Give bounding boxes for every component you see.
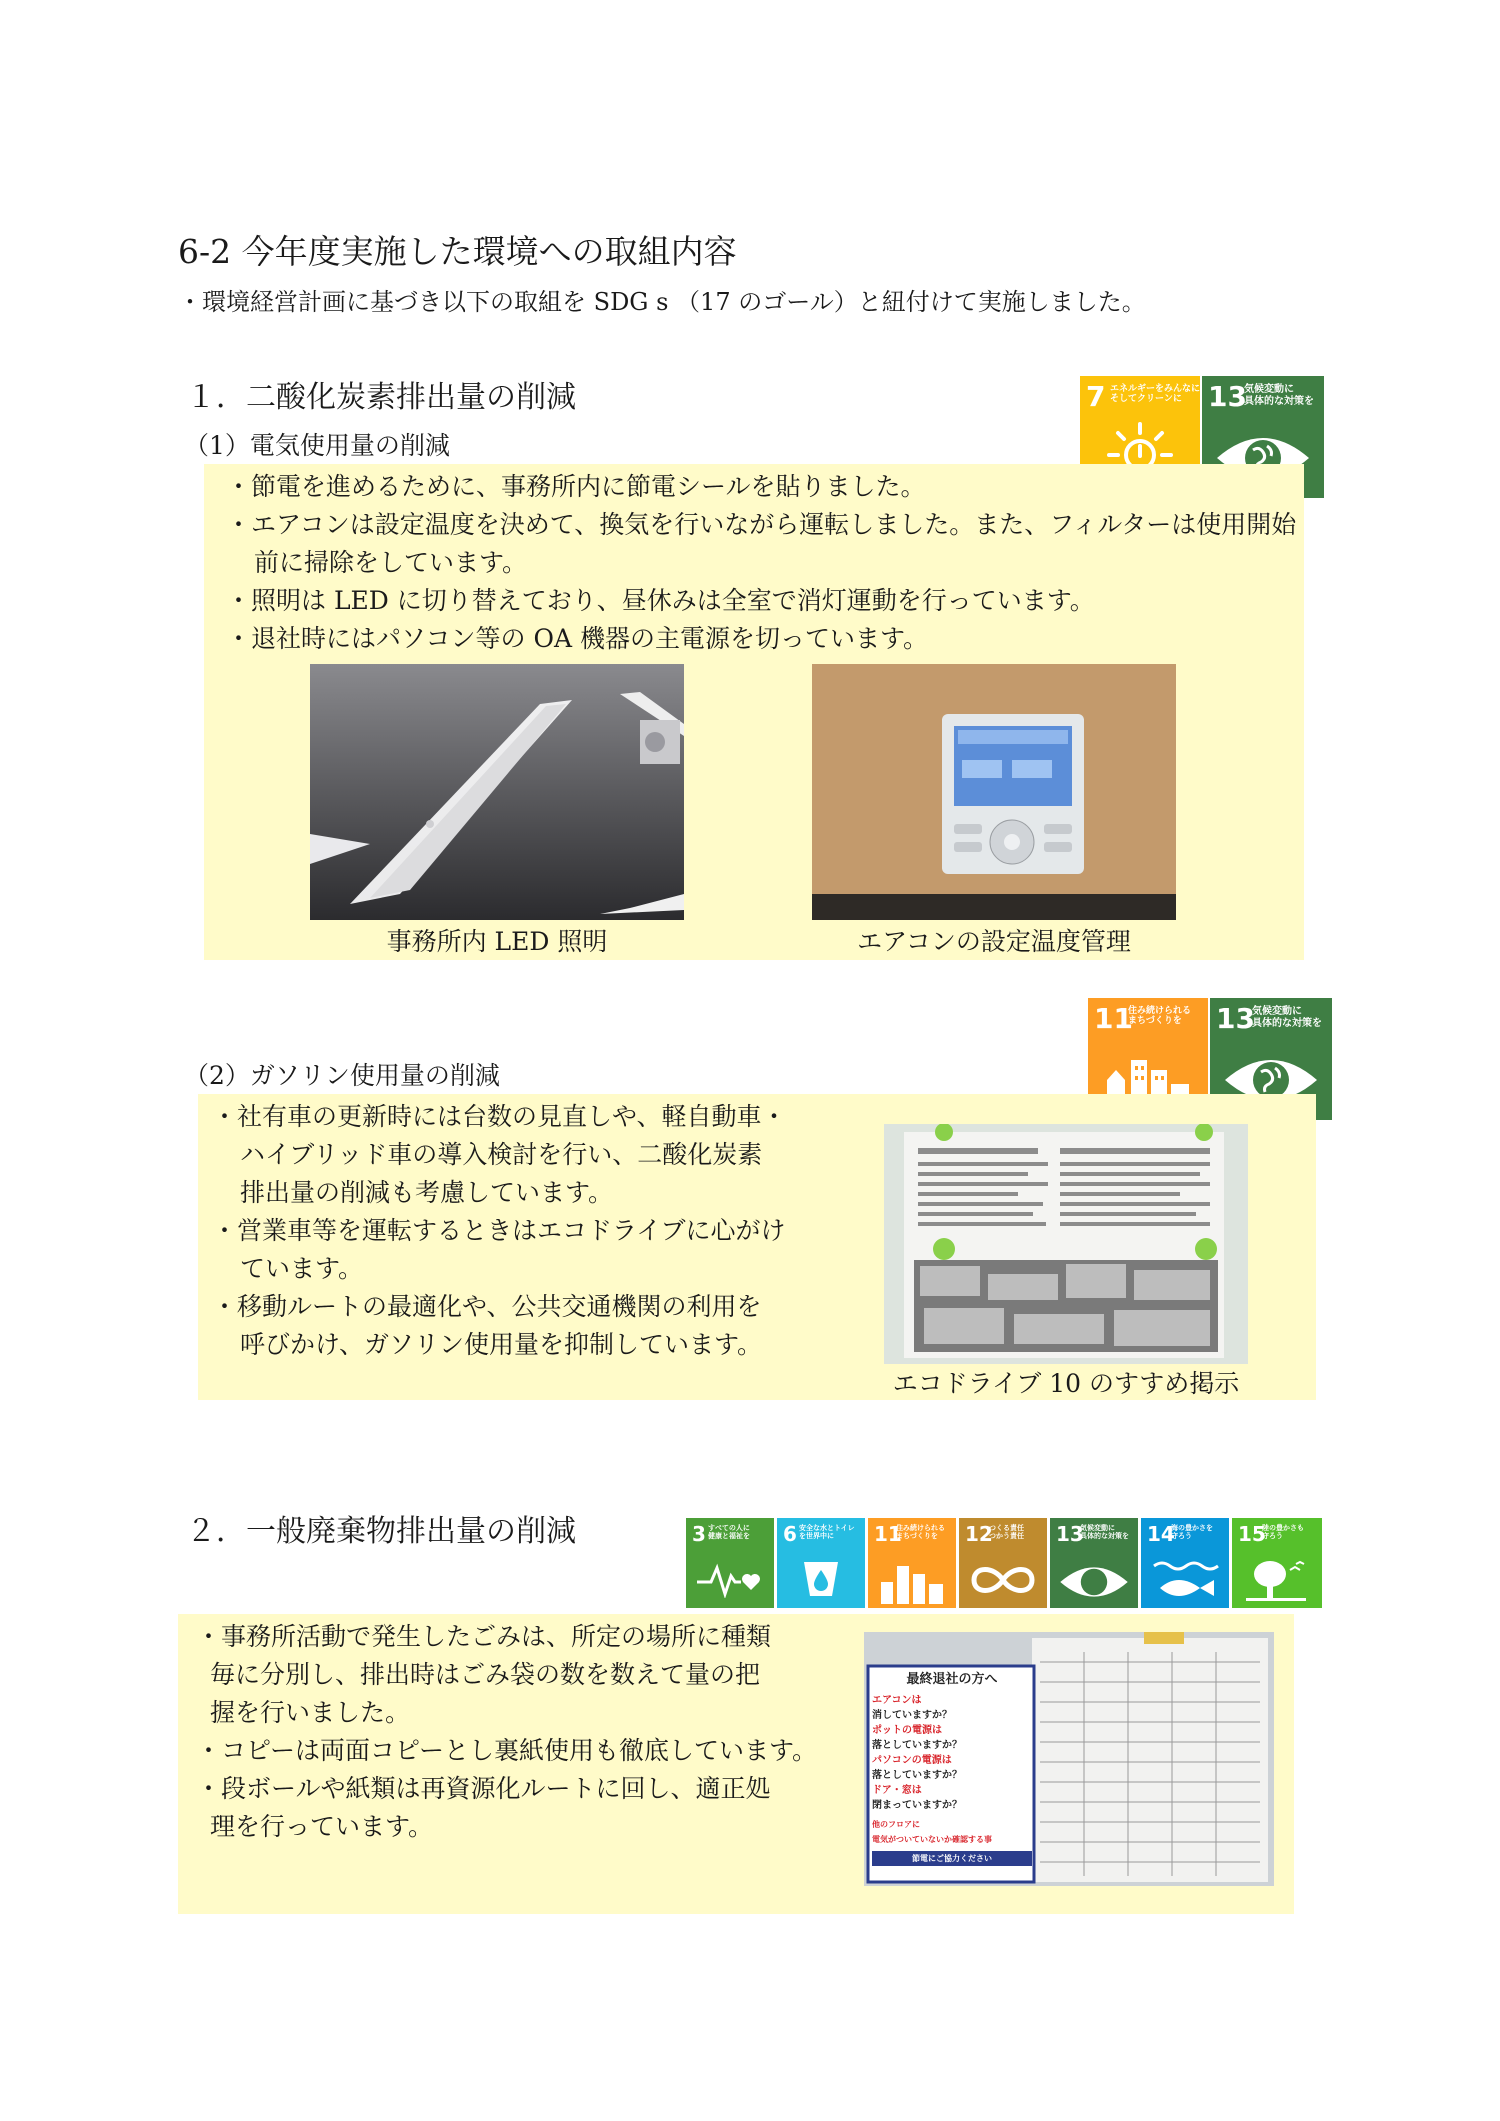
sdg-tile-6: 6 安全な水とトイレ を世界中に [777, 1518, 865, 1608]
heartbeat-icon [695, 1562, 765, 1598]
earth-eye-icon [1057, 1560, 1131, 1604]
section2-sdg-tiles [686, 1518, 1322, 1608]
infinity-icon [968, 1562, 1038, 1598]
tree-icon [1242, 1558, 1312, 1604]
sdg-tile-13: 13 気候変動に 具体的な対策を [1210, 998, 1332, 1120]
sub2-bullet-list [212, 1098, 852, 1364]
sdg-tile-15: 15 陸の豊かさも 守ろう [1232, 1518, 1322, 1608]
list-item: ・段ボールや紙類は再資源化ルートに回し、適正処 [196, 1774, 771, 1803]
aircon-panel-photo [812, 664, 1176, 920]
list-item: ・節電を進めるために、事務所内に節電シールを貼りました。 [226, 472, 926, 501]
list-item: 呼びかけ、ガソリン使用量を抑制しています。 [240, 1330, 763, 1359]
list-item: ・退社時にはパソコン等の OA 機器の主電源を切っています。 [226, 624, 928, 653]
sdg-tile-11: 11 住み続けられる まちづくりを [1088, 998, 1208, 1120]
exit-checklist-photo [864, 1632, 1274, 1886]
list-item: ・エアコンは設定温度を決めて、換気を行いながら運転しました。また、フィルターは使用開始前に掃除をしています。 [226, 510, 1297, 577]
exit-checklist-poster: 最終退社の方へ エアコンは 消していますか？ ポットの電源は 落としていますか？ パソコンの電源は 落としていますか？ ドア・窓は 閉まっていますか？ 他のフロアに 電気がついていないか確認する事 節電にご協力ください [872, 1668, 1032, 1866]
led-photo-caption: 事務所内 LED 照明 [386, 927, 608, 956]
sdg-tile-13: 13 気候変動に 具体的な対策を [1050, 1518, 1138, 1608]
aircon-photo-caption: エアコンの設定温度管理 [857, 927, 1131, 956]
city-icon [879, 1560, 945, 1604]
sdg-tile-13: 13 気候変動に 具体的な対策を [1202, 376, 1324, 498]
list-item: ています。 [240, 1254, 364, 1283]
list-item: ・営業車等を運転するときはエコドライブに心がけ [212, 1216, 786, 1245]
fish-icon [1150, 1558, 1220, 1604]
section2-bullet-list [196, 1618, 856, 1846]
sub1-bullet-list [226, 468, 1306, 658]
page-title: 6-2 今年度実施した環境への取組内容 [178, 232, 737, 271]
sub1-heading: （1）電気使用量の削減 [184, 431, 450, 460]
list-item: 握を行いました。 [210, 1698, 411, 1727]
section1-heading: １．二酸化炭素排出量の削減 [186, 380, 576, 415]
led-lighting-photo [310, 664, 684, 920]
list-item: 理を行っています。 [210, 1812, 434, 1841]
list-item: ・社有車の更新時には台数の見直しや、軽自動車・ [212, 1102, 787, 1131]
list-item: 排出量の削減も考慮しています。 [240, 1178, 614, 1207]
list-item: ハイブリッド車の導入検討を行い、二酸化炭素 [240, 1140, 763, 1169]
list-item: ・コピーは両面コピーとし裏紙使用も徹底しています。 [196, 1736, 818, 1765]
list-item: ・事務所活動で発生したごみは、所定の場所に種類 [196, 1622, 772, 1651]
list-item: ・照明は LED に切り替えており、昼休みは全室で消灯運動を行っています。 [226, 586, 1095, 615]
list-item: 毎に分別し、排出時はごみ袋の数を数えて量の把 [210, 1660, 761, 1689]
list-item: ・移動ルートの最適化や、公共交通機関の利用を [212, 1292, 762, 1321]
sdg-tile-3: 3 すべての人に 健康と福祉を [686, 1518, 774, 1608]
sdg-tile-7: 7 エネルギーをみんなに そしてクリーンに [1080, 376, 1200, 498]
sub2-heading: （2）ガソリン使用量の削減 [184, 1061, 500, 1090]
section2-heading: ２．一般廃棄物排出量の削減 [186, 1514, 576, 1549]
sdg-tile-11: 11 住み続けられる まちづくりを [868, 1518, 956, 1608]
sdg-tile-14: 14 海の豊かさを 守ろう [1141, 1518, 1229, 1608]
intro-text: ・環境経営計画に基づき以下の取組を SDG s （17 のゴール）と紐付けて実施しました。 [178, 288, 1146, 316]
eco-drive-caption: エコドライブ 10 のすすめ掲示 [892, 1369, 1240, 1398]
eco-drive-poster-photo [884, 1124, 1248, 1364]
sdg-tile-12: 12 つくる責任 つかう責任 [959, 1518, 1047, 1608]
water-drop-icon [796, 1558, 846, 1602]
